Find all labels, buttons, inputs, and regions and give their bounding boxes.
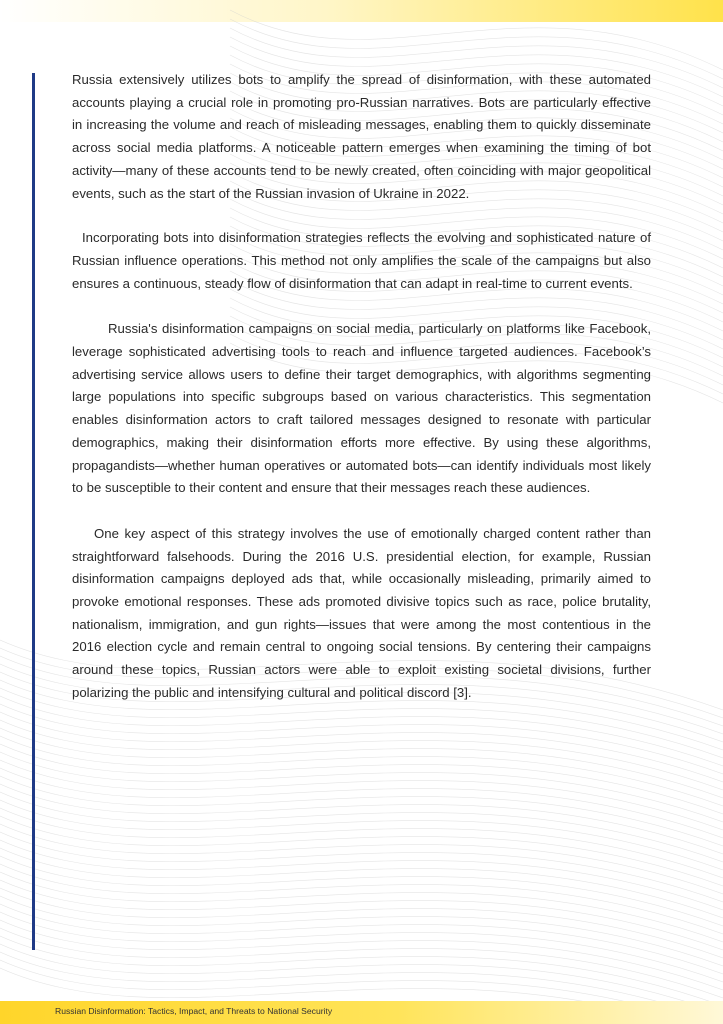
header-band: [0, 0, 723, 22]
paragraph: One key aspect of this strategy involves the use of emotionally charged content rather than straightforward falsehoods. During the 2016 U.S. presidential election, for example, Russian disinformation campaigns deployed ads that, while occasionally misleading, primarily aimed to provoke emotional responses. These ads promoted divisive topics such as race, police brutality, nationalism, immigration, and gun rights—issues that were among the most contentious in the 2016 election cycle and remain central to ongoing social tensions. By centering their campaigns around these topics, Russian actors were able to exploit existing societal divisions, further polarizing the public and intensifying cultural and political discord [3].: [72, 525, 651, 700]
paragraph: Russia's disinformation campaigns on social media, particularly on platforms like Facebook, leverage sophisticated advertising tools to reach and influence targeted audiences. Facebook’s advertising service allows users to define their target demographics, with algorithms segmenting large populations into specific subgroups based on various characteristics. This segmentation enables disinformation actors to craft tailored messages designed to resonate with particular demographics, making their disinformation efforts more effective. By using these algorithms, propagandists—whether human operatives or automated bots—can identify individuals most likely to be susceptible to their content and ensure that their messages reach these audiences.: [72, 321, 651, 496]
document-body: [72, 69, 651, 705]
paragraph: Russia extensively utilizes bots to amplify the spread of disinformation, with these automated accounts playing a crucial role in promoting pro-Russian narratives. Bots are particularly effective in increasing the volume and reach of misleading messages, enabling them to quickly disseminate across social media platforms. A noticeable pattern emerges when examining the timing of bot activity—many of these accounts tend to be newly created, often coinciding with major geopolitical events, such as the start of the Russian invasion of Ukraine in 2022.: [72, 72, 651, 201]
footer-title: Russian Disinformation: Tactics, Impact, and Threats to National Security: [55, 1006, 333, 1016]
left-accent-rule: [32, 73, 35, 950]
paragraph: Incorporating bots into disinformation strategies reflects the evolving and sophisticated nature of Russian influence operations. This method not only amplifies the scale of the campaigns but also ensures a continuous, steady flow of disinformation that can adapt in real-time to current events.: [72, 230, 651, 291]
